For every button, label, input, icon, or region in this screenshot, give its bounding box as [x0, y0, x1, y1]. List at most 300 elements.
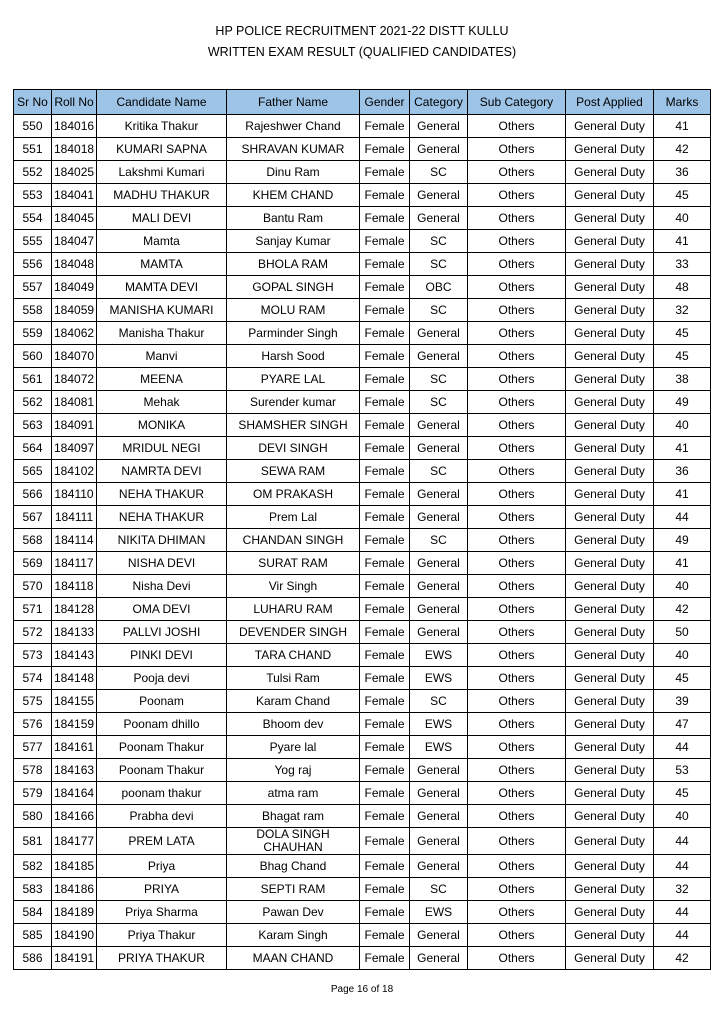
candidate-name-cell: MAMTA DEVI [97, 276, 227, 299]
sr-no-cell: 552 [14, 161, 52, 184]
category-cell: SC [410, 529, 468, 552]
gender-cell: Female [360, 368, 410, 391]
category-cell: SC [410, 253, 468, 276]
marks-cell: 49 [654, 529, 711, 552]
marks-cell: 47 [654, 713, 711, 736]
sr-no-cell: 554 [14, 207, 52, 230]
post-applied-cell: General Duty [566, 253, 654, 276]
gender-cell: Female [360, 483, 410, 506]
roll-no-cell: 184110 [52, 483, 97, 506]
sr-no-cell: 567 [14, 506, 52, 529]
sr-no-cell: 551 [14, 138, 52, 161]
post-applied-cell: General Duty [566, 878, 654, 901]
candidate-name-cell: KUMARI SAPNA [97, 138, 227, 161]
roll-no-cell: 184070 [52, 345, 97, 368]
father-name-cell: LUHARU RAM [227, 598, 360, 621]
father-name-cell: Sanjay Kumar [227, 230, 360, 253]
sr-no-cell: 572 [14, 621, 52, 644]
father-name-cell: atma ram [227, 782, 360, 805]
marks-cell: 42 [654, 598, 711, 621]
roll-no-cell: 184191 [52, 947, 97, 970]
father-name-cell: Bhag Chand [227, 855, 360, 878]
table-row [14, 575, 711, 598]
post-applied-cell: General Duty [566, 924, 654, 947]
post-applied-cell: General Duty [566, 184, 654, 207]
gender-cell: Female [360, 460, 410, 483]
category-cell: General [410, 414, 468, 437]
sr-no-cell: 580 [14, 805, 52, 828]
column-header-sub-category: Sub Category [468, 90, 566, 115]
sub-category-cell: Others [468, 276, 566, 299]
sr-no-cell: 562 [14, 391, 52, 414]
roll-no-cell: 184049 [52, 276, 97, 299]
document-subtitle: WRITTEN EXAM RESULT (QUALIFIED CANDIDATES) [207, 45, 517, 59]
father-name-cell: KHEM CHAND [227, 184, 360, 207]
sr-no-cell: 577 [14, 736, 52, 759]
gender-cell: Female [360, 575, 410, 598]
marks-cell: 45 [654, 345, 711, 368]
category-cell: General [410, 322, 468, 345]
sub-category-cell: Others [468, 460, 566, 483]
gender-cell: Female [360, 598, 410, 621]
post-applied-cell: General Duty [566, 115, 654, 138]
father-name-cell: Vir Singh [227, 575, 360, 598]
table-row [14, 506, 711, 529]
sub-category-cell: Others [468, 207, 566, 230]
sub-category-cell: Others [468, 621, 566, 644]
gender-cell: Female [360, 276, 410, 299]
sr-no-cell: 550 [14, 115, 52, 138]
father-name-cell: Karam Chand [227, 690, 360, 713]
table-row [14, 828, 711, 855]
column-header-roll-no: Roll No [52, 90, 97, 115]
marks-cell: 48 [654, 276, 711, 299]
table-row [14, 621, 711, 644]
sr-no-cell: 576 [14, 713, 52, 736]
post-applied-cell: General Duty [566, 667, 654, 690]
gender-cell: Female [360, 828, 410, 855]
table-row [14, 855, 711, 878]
sr-no-cell: 583 [14, 878, 52, 901]
sub-category-cell: Others [468, 947, 566, 970]
sr-no-cell: 574 [14, 667, 52, 690]
table-row [14, 736, 711, 759]
marks-cell: 50 [654, 621, 711, 644]
results-table [13, 89, 711, 970]
father-name-cell: DOLA SINGH CHAUHAN [227, 828, 360, 855]
sub-category-cell: Others [468, 575, 566, 598]
marks-cell: 41 [654, 552, 711, 575]
column-header-candidate-name: Candidate Name [97, 90, 227, 115]
table-row [14, 690, 711, 713]
sr-no-cell: 573 [14, 644, 52, 667]
sub-category-cell: Others [468, 138, 566, 161]
candidate-name-cell: Lakshmi Kumari [97, 161, 227, 184]
marks-cell: 44 [654, 506, 711, 529]
post-applied-cell: General Duty [566, 138, 654, 161]
candidate-name-cell: OMA DEVI [97, 598, 227, 621]
post-applied-cell: General Duty [566, 230, 654, 253]
column-header-post-applied: Post Applied [566, 90, 654, 115]
marks-cell: 49 [654, 391, 711, 414]
category-cell: General [410, 805, 468, 828]
document-title: HP POLICE RECRUITMENT 2021-22 DISTT KULLU [215, 24, 509, 38]
sub-category-cell: Others [468, 805, 566, 828]
post-applied-cell: General Duty [566, 690, 654, 713]
sr-no-cell: 555 [14, 230, 52, 253]
sub-category-cell: Others [468, 483, 566, 506]
sub-category-cell: Others [468, 230, 566, 253]
category-cell: General [410, 621, 468, 644]
post-applied-cell: General Duty [566, 947, 654, 970]
category-cell: General [410, 828, 468, 855]
category-cell: SC [410, 391, 468, 414]
father-name-cell: SHRAVAN KUMAR [227, 138, 360, 161]
column-header-category: Category [410, 90, 468, 115]
roll-no-cell: 184045 [52, 207, 97, 230]
sr-no-cell: 579 [14, 782, 52, 805]
candidate-name-cell: Mamta [97, 230, 227, 253]
roll-no-cell: 184190 [52, 924, 97, 947]
gender-cell: Female [360, 690, 410, 713]
father-name-cell: SURAT RAM [227, 552, 360, 575]
candidate-name-cell: PALLVI JOSHI [97, 621, 227, 644]
gender-cell: Female [360, 782, 410, 805]
post-applied-cell: General Duty [566, 552, 654, 575]
table-row [14, 391, 711, 414]
gender-cell: Female [360, 901, 410, 924]
table-row [14, 276, 711, 299]
table-row [14, 184, 711, 207]
post-applied-cell: General Duty [566, 901, 654, 924]
table-row [14, 483, 711, 506]
roll-no-cell: 184128 [52, 598, 97, 621]
sr-no-cell: 561 [14, 368, 52, 391]
marks-cell: 40 [654, 575, 711, 598]
category-cell: SC [410, 299, 468, 322]
table-row [14, 552, 711, 575]
candidate-name-cell: MAMTA [97, 253, 227, 276]
category-cell: EWS [410, 901, 468, 924]
gender-cell: Female [360, 345, 410, 368]
category-cell: General [410, 855, 468, 878]
candidate-name-cell: Manvi [97, 345, 227, 368]
category-cell: SC [410, 161, 468, 184]
candidate-name-cell: Poonam Thakur [97, 736, 227, 759]
post-applied-cell: General Duty [566, 345, 654, 368]
post-applied-cell: General Duty [566, 161, 654, 184]
gender-cell: Female [360, 253, 410, 276]
candidate-name-cell: Priya [97, 855, 227, 878]
marks-cell: 38 [654, 368, 711, 391]
sr-no-cell: 584 [14, 901, 52, 924]
table-row [14, 782, 711, 805]
category-cell: General [410, 207, 468, 230]
roll-no-cell: 184081 [52, 391, 97, 414]
category-cell: SC [410, 230, 468, 253]
sub-category-cell: Others [468, 598, 566, 621]
sr-no-cell: 582 [14, 855, 52, 878]
gender-cell: Female [360, 713, 410, 736]
roll-no-cell: 184159 [52, 713, 97, 736]
column-header-gender: Gender [360, 90, 410, 115]
father-name-cell: Dinu Ram [227, 161, 360, 184]
father-name-cell: BHOLA RAM [227, 253, 360, 276]
sr-no-cell: 556 [14, 253, 52, 276]
gender-cell: Female [360, 805, 410, 828]
father-name-cell: OM PRAKASH [227, 483, 360, 506]
father-name-cell: MAAN CHAND [227, 947, 360, 970]
post-applied-cell: General Duty [566, 782, 654, 805]
gender-cell: Female [360, 552, 410, 575]
roll-no-cell: 184143 [52, 644, 97, 667]
sub-category-cell: Others [468, 855, 566, 878]
sub-category-cell: Others [468, 736, 566, 759]
gender-cell: Female [360, 437, 410, 460]
marks-cell: 39 [654, 690, 711, 713]
gender-cell: Female [360, 924, 410, 947]
table-row [14, 138, 711, 161]
category-cell: General [410, 483, 468, 506]
father-name-cell: Bhoom dev [227, 713, 360, 736]
sub-category-cell: Others [468, 115, 566, 138]
category-cell: General [410, 782, 468, 805]
father-name-cell: Bhagat ram [227, 805, 360, 828]
category-cell: SC [410, 460, 468, 483]
sr-no-cell: 569 [14, 552, 52, 575]
post-applied-cell: General Duty [566, 805, 654, 828]
sr-no-cell: 557 [14, 276, 52, 299]
gender-cell: Female [360, 621, 410, 644]
gender-cell: Female [360, 529, 410, 552]
table-row [14, 529, 711, 552]
category-cell: EWS [410, 644, 468, 667]
roll-no-cell: 184048 [52, 253, 97, 276]
gender-cell: Female [360, 391, 410, 414]
roll-no-cell: 184025 [52, 161, 97, 184]
category-cell: General [410, 759, 468, 782]
candidate-name-cell: Poonam dhillo [97, 713, 227, 736]
candidate-name-cell: NEHA THAKUR [97, 483, 227, 506]
candidate-name-cell: Poonam Thakur [97, 759, 227, 782]
father-name-cell: Rajeshwer Chand [227, 115, 360, 138]
father-name-cell: Pawan Dev [227, 901, 360, 924]
roll-no-cell: 184114 [52, 529, 97, 552]
sub-category-cell: Others [468, 299, 566, 322]
category-cell: General [410, 115, 468, 138]
roll-no-cell: 184072 [52, 368, 97, 391]
candidate-name-cell: MONIKA [97, 414, 227, 437]
sub-category-cell: Others [468, 345, 566, 368]
father-name-cell: Parminder Singh [227, 322, 360, 345]
roll-no-cell: 184155 [52, 690, 97, 713]
post-applied-cell: General Duty [566, 713, 654, 736]
gender-cell: Female [360, 184, 410, 207]
post-applied-cell: General Duty [566, 759, 654, 782]
gender-cell: Female [360, 736, 410, 759]
sub-category-cell: Others [468, 391, 566, 414]
father-name-cell: Bantu Ram [227, 207, 360, 230]
candidate-name-cell: NEHA THAKUR [97, 506, 227, 529]
sr-no-cell: 586 [14, 947, 52, 970]
table-row [14, 253, 711, 276]
roll-no-cell: 184133 [52, 621, 97, 644]
gender-cell: Female [360, 878, 410, 901]
table-row [14, 713, 711, 736]
sr-no-cell: 565 [14, 460, 52, 483]
post-applied-cell: General Duty [566, 322, 654, 345]
father-name-cell: GOPAL SINGH [227, 276, 360, 299]
table-row [14, 759, 711, 782]
sr-no-cell: 553 [14, 184, 52, 207]
table-row [14, 161, 711, 184]
roll-no-cell: 184166 [52, 805, 97, 828]
marks-cell: 40 [654, 414, 711, 437]
sr-no-cell: 563 [14, 414, 52, 437]
candidate-name-cell: Priya Thakur [97, 924, 227, 947]
gender-cell: Female [360, 207, 410, 230]
post-applied-cell: General Duty [566, 483, 654, 506]
gender-cell: Female [360, 414, 410, 437]
gender-cell: Female [360, 506, 410, 529]
category-cell: EWS [410, 713, 468, 736]
marks-cell: 42 [654, 947, 711, 970]
candidate-name-cell: poonam thakur [97, 782, 227, 805]
marks-cell: 44 [654, 901, 711, 924]
column-header-sr-no: Sr No [14, 90, 52, 115]
post-applied-cell: General Duty [566, 598, 654, 621]
post-applied-cell: General Duty [566, 855, 654, 878]
table-row [14, 878, 711, 901]
candidate-name-cell: MANISHA KUMARI [97, 299, 227, 322]
gender-cell: Female [360, 947, 410, 970]
roll-no-cell: 184016 [52, 115, 97, 138]
sub-category-cell: Others [468, 924, 566, 947]
table-row [14, 207, 711, 230]
category-cell: SC [410, 368, 468, 391]
category-cell: EWS [410, 736, 468, 759]
sub-category-cell: Others [468, 322, 566, 345]
father-name-cell: SEPTI RAM [227, 878, 360, 901]
candidate-name-cell: NIKITA DHIMAN [97, 529, 227, 552]
roll-no-cell: 184059 [52, 299, 97, 322]
roll-no-cell: 184177 [52, 828, 97, 855]
marks-cell: 45 [654, 322, 711, 345]
table-row [14, 299, 711, 322]
roll-no-cell: 184164 [52, 782, 97, 805]
roll-no-cell: 184118 [52, 575, 97, 598]
candidate-name-cell: Poonam [97, 690, 227, 713]
table-row [14, 345, 711, 368]
gender-cell: Female [360, 644, 410, 667]
post-applied-cell: General Duty [566, 437, 654, 460]
sub-category-cell: Others [468, 759, 566, 782]
sr-no-cell: 585 [14, 924, 52, 947]
post-applied-cell: General Duty [566, 529, 654, 552]
post-applied-cell: General Duty [566, 368, 654, 391]
category-cell: EWS [410, 667, 468, 690]
sr-no-cell: 575 [14, 690, 52, 713]
candidate-name-cell: MADHU THAKUR [97, 184, 227, 207]
marks-cell: 32 [654, 878, 711, 901]
category-cell: SC [410, 690, 468, 713]
sr-no-cell: 578 [14, 759, 52, 782]
marks-cell: 42 [654, 138, 711, 161]
marks-cell: 40 [654, 805, 711, 828]
gender-cell: Female [360, 138, 410, 161]
category-cell: General [410, 924, 468, 947]
candidate-name-cell: NISHA DEVI [97, 552, 227, 575]
post-applied-cell: General Duty [566, 644, 654, 667]
marks-cell: 45 [654, 184, 711, 207]
marks-cell: 44 [654, 828, 711, 855]
father-name-cell: Prem Lal [227, 506, 360, 529]
candidate-name-cell: Mehak [97, 391, 227, 414]
sub-category-cell: Others [468, 529, 566, 552]
table-row [14, 947, 711, 970]
candidate-name-cell: Manisha Thakur [97, 322, 227, 345]
roll-no-cell: 184186 [52, 878, 97, 901]
gender-cell: Female [360, 855, 410, 878]
gender-cell: Female [360, 230, 410, 253]
father-name-cell: Tulsi Ram [227, 667, 360, 690]
post-applied-cell: General Duty [566, 506, 654, 529]
category-cell: SC [410, 878, 468, 901]
table-row [14, 230, 711, 253]
post-applied-cell: General Duty [566, 414, 654, 437]
gender-cell: Female [360, 322, 410, 345]
candidate-name-cell: Prabha devi [97, 805, 227, 828]
roll-no-cell: 184018 [52, 138, 97, 161]
table-row [14, 368, 711, 391]
father-name-cell: TARA CHAND [227, 644, 360, 667]
marks-cell: 41 [654, 230, 711, 253]
roll-no-cell: 184047 [52, 230, 97, 253]
candidate-name-cell: Kritika Thakur [97, 115, 227, 138]
marks-cell: 32 [654, 299, 711, 322]
sr-no-cell: 559 [14, 322, 52, 345]
table-row [14, 460, 711, 483]
sub-category-cell: Others [468, 713, 566, 736]
candidate-name-cell: MALI DEVI [97, 207, 227, 230]
sr-no-cell: 581 [14, 828, 52, 855]
marks-cell: 53 [654, 759, 711, 782]
roll-no-cell: 184117 [52, 552, 97, 575]
sub-category-cell: Others [468, 667, 566, 690]
candidate-name-cell: Priya Sharma [97, 901, 227, 924]
sub-category-cell: Others [468, 437, 566, 460]
roll-no-cell: 184102 [52, 460, 97, 483]
roll-no-cell: 184161 [52, 736, 97, 759]
roll-no-cell: 184041 [52, 184, 97, 207]
gender-cell: Female [360, 115, 410, 138]
table-row [14, 414, 711, 437]
candidate-name-cell: PREM LATA [97, 828, 227, 855]
father-name-cell: SHAMSHER SINGH [227, 414, 360, 437]
category-cell: General [410, 552, 468, 575]
father-name-cell: Pyare lal [227, 736, 360, 759]
sr-no-cell: 566 [14, 483, 52, 506]
marks-cell: 36 [654, 460, 711, 483]
sub-category-cell: Others [468, 878, 566, 901]
gender-cell: Female [360, 759, 410, 782]
post-applied-cell: General Duty [566, 299, 654, 322]
sub-category-cell: Others [468, 828, 566, 855]
father-name-cell: MOLU RAM [227, 299, 360, 322]
sub-category-cell: Others [468, 552, 566, 575]
post-applied-cell: General Duty [566, 736, 654, 759]
roll-no-cell: 184111 [52, 506, 97, 529]
